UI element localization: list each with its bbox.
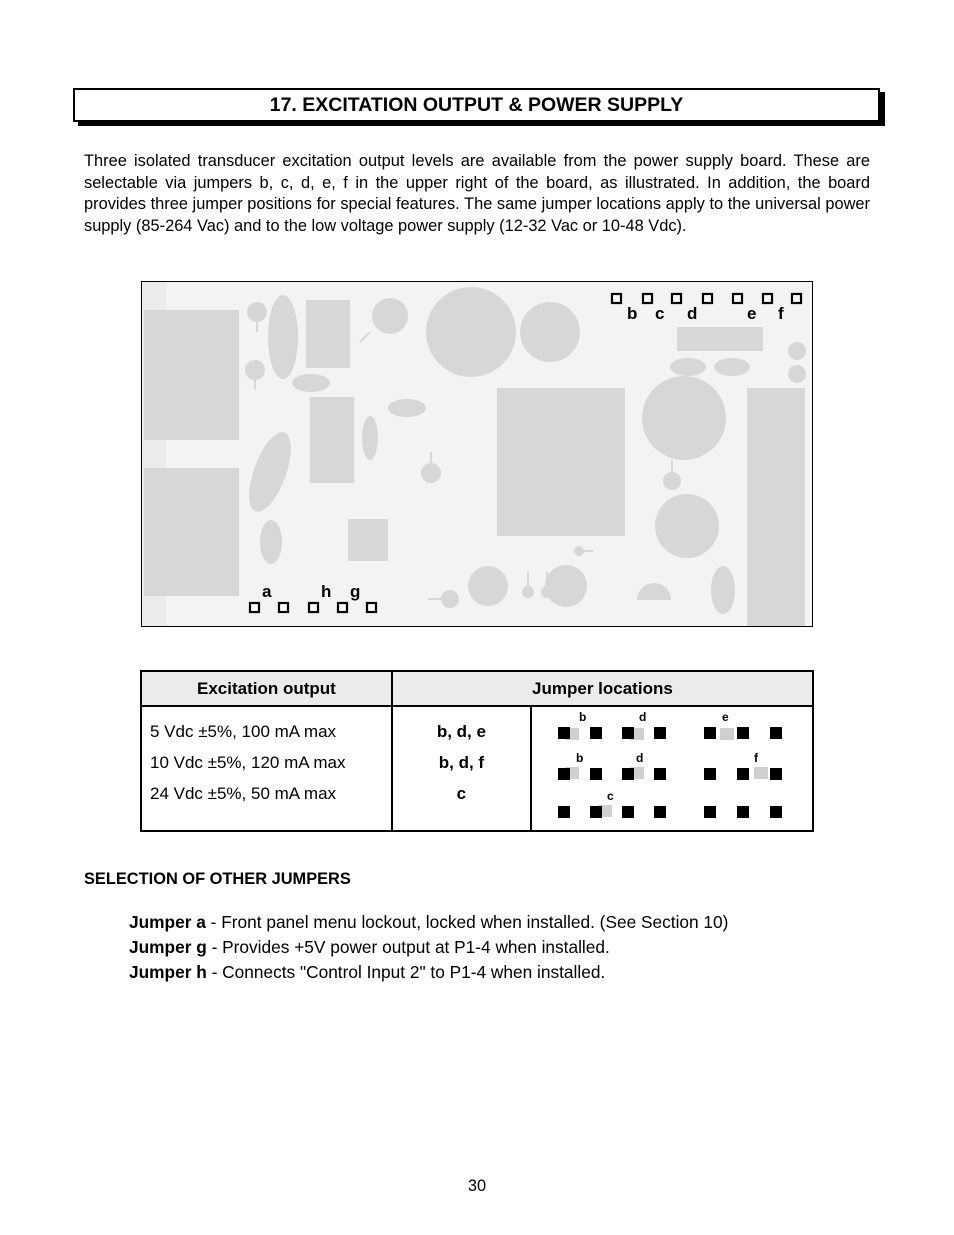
board-label-c: c — [655, 304, 665, 323]
other-jumpers-heading: SELECTION OF OTHER JUMPERS — [84, 870, 351, 888]
jumper-g-item — [129, 936, 728, 961]
diagram-label-b2: b — [575, 751, 584, 765]
header-excitation-output: Excitation output — [141, 671, 392, 706]
board-label-a: a — [262, 582, 272, 601]
intro-paragraph: Three isolated transducer excitation output levels are available from the power supply board. These are selectable via jumpers b, c, d, e, f in the upper right of the board, as illustrated. In addition, the board provides three jumper positions for special features. The same jumper locations apply to the universal power supply (85-264 Vac) and to the low voltage power supply (12-32 Vac or 10-48 Vdc). — [84, 152, 870, 236]
section-title: 17. EXCITATION OUTPUT & POWER SUPPLY — [73, 88, 880, 122]
diagram-label-f2: f — [753, 751, 758, 765]
diagram-label-b1: b — [578, 710, 587, 724]
board-label-b: b — [627, 304, 638, 323]
output-24vdc: 24 Vdc ±5%, 50 mA max — [150, 784, 337, 803]
output-10vdc: 10 Vdc ±5%, 120 mA max — [150, 753, 346, 772]
jumper-diagram-row-3 — [558, 789, 782, 818]
excitation-table — [140, 670, 814, 832]
header-jumper-locations: Jumper locations — [392, 671, 813, 706]
jumper-diagram-row-2 — [558, 751, 782, 780]
other-jumpers-list — [129, 911, 728, 986]
jumper-a-label: Jumper a — [129, 912, 206, 932]
jumper-g-label: Jumper g — [129, 937, 207, 957]
diagram-label-e1: e — [721, 710, 729, 724]
jumpers-24vdc: c — [456, 784, 467, 803]
jumpers-5vdc: b, d, e — [436, 722, 486, 741]
diagram-label-c3: c — [606, 789, 614, 803]
jumper-g-text: - Provides +5V power output at P1-4 when installed. — [206, 937, 610, 957]
jumper-diagram-row-1 — [558, 710, 782, 740]
jumper-a-item — [129, 911, 728, 936]
jumper-h-item — [129, 961, 728, 986]
jumper-list-column — [392, 706, 531, 831]
jumper-diagram-column — [531, 706, 813, 831]
board-label-e: e — [747, 304, 757, 323]
excitation-output-column — [141, 706, 392, 831]
jumper-h-label: Jumper h — [129, 962, 207, 982]
board-label-f: f — [778, 304, 784, 323]
jumper-a-text: - Front panel menu lockout, locked when installed. (See Section 10) — [205, 912, 729, 932]
output-5vdc: 5 Vdc ±5%, 100 mA max — [150, 722, 337, 741]
board-label-d: d — [687, 304, 698, 323]
jumpers-10vdc: b, d, f — [438, 753, 485, 772]
power-supply-board-illustration — [141, 281, 813, 627]
board-label-g: g — [350, 582, 361, 601]
page-number: 30 — [467, 1177, 487, 1195]
jumper-diagram — [532, 707, 812, 825]
diagram-label-d1: d — [638, 710, 647, 724]
diagram-label-d2: d — [635, 751, 644, 765]
jumper-h-text: - Connects "Control Input 2" to P1-4 when installed. — [206, 962, 606, 982]
board-label-h: h — [321, 582, 332, 601]
